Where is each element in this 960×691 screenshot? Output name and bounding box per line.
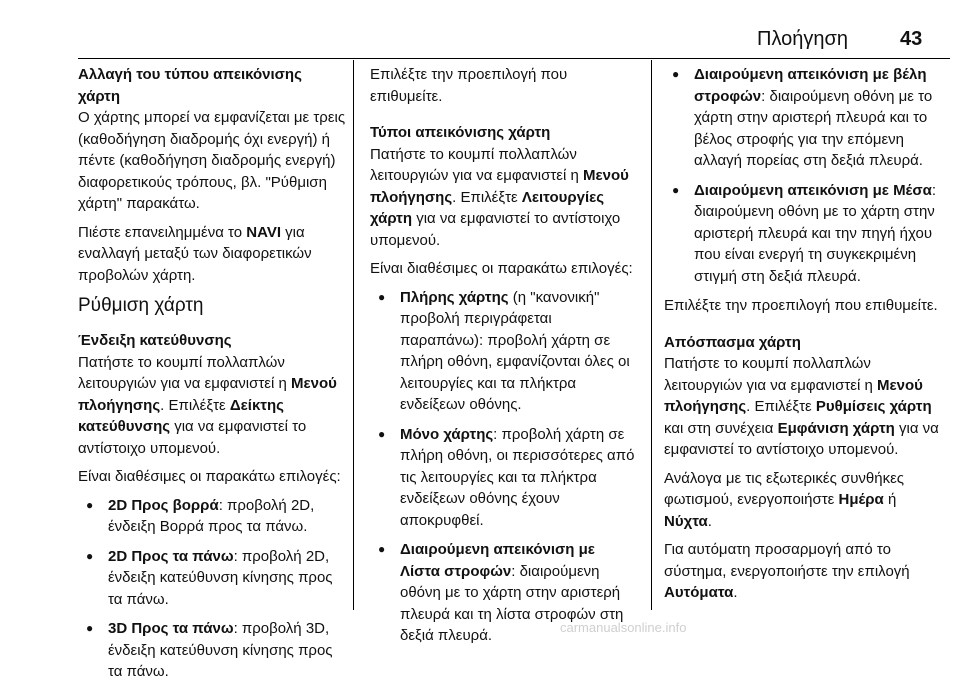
column-1 bbox=[78, 64, 346, 691]
paragraph: Ανάλογα με τις εξωτερικές συνθήκες φωτισμού, ενεργοποιήστε Ημέρα ή Νύχτα. bbox=[664, 469, 905, 530]
paragraph: Πατήστε το κουμπί πολλαπλών λειτουργιών για να εμφανιστεί η Μενού πλοήγησης. Επιλέξτε Δείκτης κατεύθυνσης για να εμφανιστεί το αντίστοιχο υπομενού. bbox=[78, 353, 337, 457]
list-item: ● Διαιρούμενη απεικόνιση με Μέσα: διαιρούμενη οθόνη με το χάρτη στην αριστερή πλευρά και την πηγή ήχου που είναι ενεργή τη συγκεκριμένη στιγμή στη δεξιά πλευρά. bbox=[664, 180, 946, 288]
paragraph: Είναι διαθέσιμες οι παρακάτω επιλογές: bbox=[78, 468, 341, 485]
paragraph: Για αυτόματη προσαρμογή από το σύστημα, ενεργοποιήστε την επιλογή Αυτόματα. bbox=[664, 541, 910, 601]
page-header bbox=[0, 0, 960, 60]
heading-map-settings: Ρύθμιση χάρτη bbox=[78, 295, 204, 316]
heading-map-types: Τύποι απεικόνισης χάρτη bbox=[370, 124, 551, 141]
column-divider-1 bbox=[353, 60, 354, 610]
column-divider-2 bbox=[651, 60, 652, 610]
list-item: ● 3D Προς τα πάνω: προβολή 3D, ένδειξη κατεύθυνση κίνησης προς τα πάνω. bbox=[78, 618, 346, 683]
column-3 bbox=[664, 64, 946, 611]
section-title: Πλοήγηση bbox=[757, 28, 848, 50]
paragraph: Επιλέξτε την προεπιλογή που επιθυμείτε. bbox=[370, 66, 568, 105]
paragraph: Πατήστε το κουμπί πολλαπλών λειτουργιών για να εμφανιστεί η Μενού πλοήγησης. Επιλέξτε Ρυθμίσεις χάρτη και στη συνέχεια Εμφάνιση χάρτη για να εμφανιστεί το αντίστοιχο υπομενού. bbox=[664, 355, 939, 458]
column-2 bbox=[370, 64, 638, 655]
watermark: carmanualsonline.info bbox=[560, 620, 687, 635]
list-item: ● Διαιρούμενη απεικόνιση με Λίστα στροφών: διαιρούμενη οθόνη με το χάρτη στην αριστερή πλευρά και τη λίστα στροφών στη δεξιά πλευρά. bbox=[370, 539, 638, 647]
paragraph: Ο χάρτης μπορεί να εμφανίζεται με τρεις (καθοδήγηση διαδρομής όχι ενεργή) ή πέντε (καθοδήγηση διαδρομής ενεργή) διαφορετικούς τρόπους, βλ. "Ρύθμιση χάρτη" παρακάτω. bbox=[78, 109, 346, 212]
option-list bbox=[370, 287, 638, 647]
list-item: ● Μόνο χάρτης: προβολή χάρτη σε πλήρη οθόνη, οι περισσότερες από τις λειτουργίες και τα πλήκτρα ενδείξεων οθόνης έχουν αποκρυφθεί. bbox=[370, 424, 638, 532]
header-divider bbox=[78, 58, 950, 59]
heading-direction-indicator: Ένδειξη κατεύθυνσης bbox=[78, 332, 232, 349]
option-list bbox=[78, 495, 346, 683]
list-item: ● Πλήρης χάρτης (η "κανονική" προβολή περιγράφεται παραπάνω): προβολή χάρτη σε πλήρη οθόνη, εμφανίζονται όλες οι λειτουργίες και τα πλήκτρα ενδείξεων οθόνης. bbox=[370, 287, 638, 416]
heading-map-excerpt: Απόσπασμα χάρτη bbox=[664, 333, 801, 351]
paragraph: Πατήστε το κουμπί πολλαπλών λειτουργιών για να εμφανιστεί η Μενού πλοήγησης. Επιλέξτε Λειτουργίες χάρτη για να εμφανιστεί το αντίστοιχο υπομενού. bbox=[370, 145, 629, 249]
button-name: NAVI bbox=[246, 223, 282, 241]
paragraph: Είναι διαθέσιμες οι παρακάτω επιλογές: bbox=[370, 260, 633, 277]
paragraph: Επιλέξτε την προεπιλογή που επιθυμείτε. bbox=[664, 297, 938, 314]
list-item: ● Διαιρούμενη απεικόνιση με βέλη στροφών: διαιρούμενη οθόνη με το χάρτη στην αριστερή πλευρά και το βέλος στροφής για την επόμενη αλλαγή πορείας στη δεξιά πλευρά. bbox=[664, 64, 946, 172]
paragraph: Πιέστε επανειλημμένα το NAVI για εναλλαγή μεταξύ των διαφορετικών προβολών χάρτη. bbox=[78, 223, 312, 284]
page-number: 43 bbox=[900, 28, 923, 50]
heading-map-display-type: Αλλαγή του τύπου απεικόνισης χάρτη bbox=[78, 66, 302, 105]
option-list bbox=[664, 64, 946, 287]
list-item: ● 2D Προς τα πάνω: προβολή 2D, ένδειξη κατεύθυνση κίνησης προς τα πάνω. bbox=[78, 546, 346, 611]
list-item: ● 2D Προς βορρά: προβολή 2D, ένδειξη Βορρά προς τα πάνω. bbox=[78, 495, 346, 538]
